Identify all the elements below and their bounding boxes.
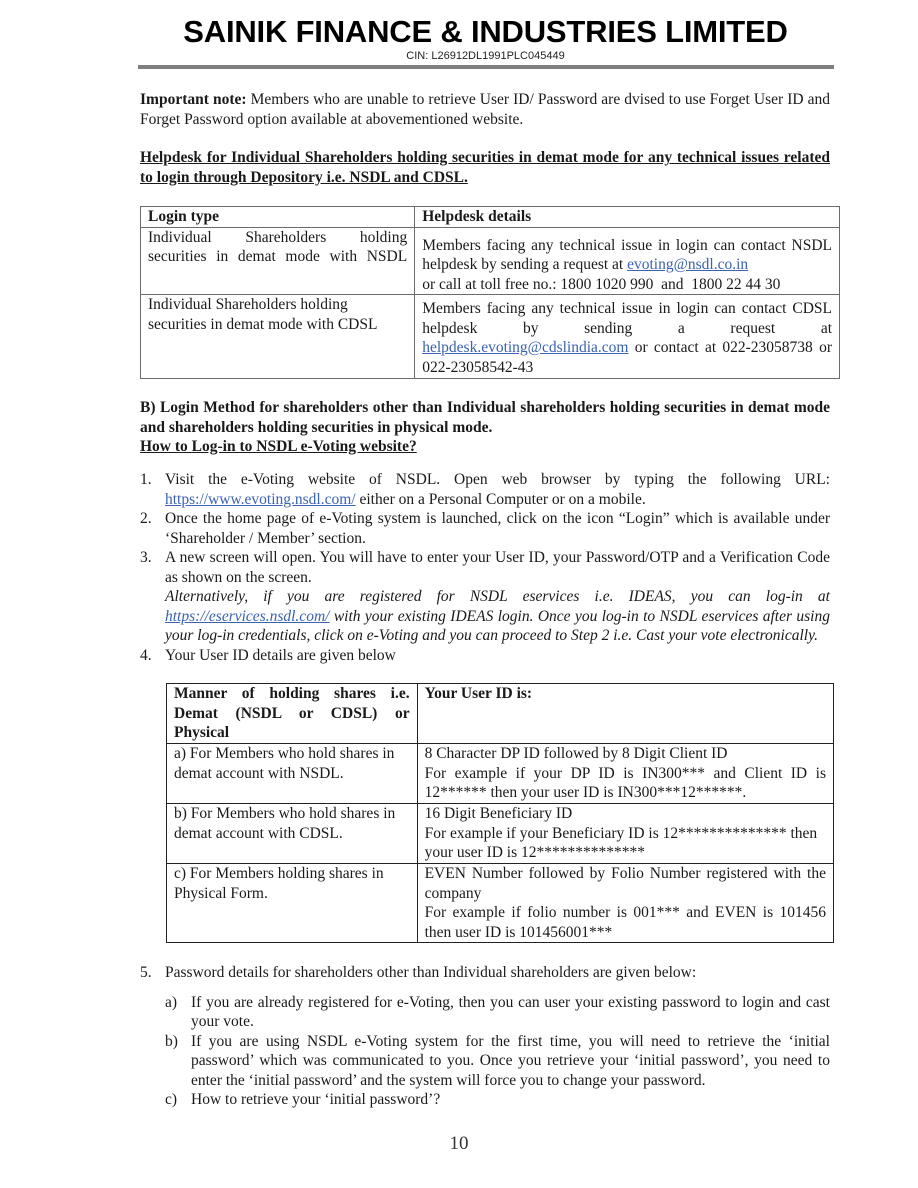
step-3-number: 3.	[140, 549, 152, 566]
helpdesk-heading: Helpdesk for Individual Shareholders holding securities in demat mode for any technical issues related to login through Depository i.e. NSDL and CDSL.	[140, 149, 830, 186]
table-row	[141, 227, 840, 295]
company-cin: CIN: L26912DL1991PLC045449	[406, 50, 565, 62]
userid-nsdl-example: For example if your DP ID is IN300*** and Client ID is 12****** then your user ID is IN300***12******.	[424, 764, 826, 801]
helpdesk-nsdl-text	[422, 236, 832, 275]
helpdesk-nsdl-phone: or call at toll free no.: 1800 1020 990 and 1800 22 44 30	[422, 275, 781, 293]
step-4-number: 4.	[140, 646, 152, 664]
important-note-label: Important note:	[140, 91, 247, 108]
table-row	[167, 804, 834, 864]
userid-cdsl-format: 16 Digit Beneficiary ID	[424, 805, 573, 822]
userid-nsdl-format: 8 Character DP ID followed by 8 Digit Client ID	[424, 745, 728, 762]
step-2-number: 2.	[140, 510, 152, 527]
header-login-type: Login type	[141, 207, 415, 228]
helpdesk-cdsl-contact	[422, 338, 832, 377]
step-2	[140, 509, 830, 548]
password-sub-list	[140, 993, 830, 1110]
password-item-c-text: How to retrieve your ‘initial password’?	[191, 1091, 441, 1108]
manner-cdsl: b) For Members who hold shares in demat account with CDSL.	[167, 804, 418, 864]
password-item-a	[165, 993, 830, 1032]
password-item-a-text: If you are already registered for e-Voting, then you can user your existing password to login and cast your vote.	[191, 993, 830, 1030]
table-row	[167, 744, 834, 804]
login-type-nsdl: Individual Shareholders holding securities in demat mode with NSDL	[141, 227, 415, 295]
step-1-text-after: either on a Personal Computer or on a mobile.	[355, 490, 646, 508]
table-row	[167, 864, 834, 943]
important-note	[140, 90, 830, 129]
header-helpdesk-details: Helpdesk details	[415, 207, 840, 228]
password-item-b-text: If you are using NSDL e-Voting system for the first time, you will need to retrieve the ‘initial password’ which was communicated to you. Once you retrieve your ‘initial password’, you need to enter the ‘initial password’ and the system will force you to change your password.	[191, 1032, 830, 1089]
table-row	[141, 295, 840, 379]
user-id-table	[166, 683, 834, 943]
user-id-table-header	[167, 684, 834, 744]
step-3-alt-text: Alternatively, if you are registered for NSDL eservices i.e. IDEAS, you can log-in at	[165, 588, 830, 605]
userid-nsdl	[417, 744, 833, 804]
helpdesk-cdsl-suffix: or contact at 022-23058738 or 022-23058542-43	[422, 339, 832, 376]
password-item-b-number: b)	[165, 1032, 178, 1050]
step-3-text: A new screen will open. You will have to enter your User ID, your Password/OTP and a Verification Code as shown on the screen.	[165, 549, 830, 586]
helpdesk-table	[140, 206, 840, 379]
login-steps-list	[140, 470, 830, 665]
password-item-c-number: c)	[165, 1091, 178, 1108]
important-note-text: Members who are unable to retrieve User ID/ Password are dvised to use Forget User ID and Forget Password option available at abovementioned website.	[140, 91, 831, 128]
evoting-url-link[interactable]: https://www.evoting.nsdl.com/	[165, 490, 356, 508]
userid-physical-format: EVEN Number followed by Folio Number registered with the company	[424, 865, 826, 902]
userid-cdsl	[417, 804, 833, 864]
section-b-heading: B) Login Method for shareholders other than Individual shareholders holding securities in demat mode and shareholders holding securities in physical mode.	[140, 399, 830, 436]
step-5-number: 5.	[140, 964, 152, 981]
helpdesk-nsdl-prefix: Members facing any technical issue in login can contact NSDL helpdesk by sending a request at	[422, 236, 832, 273]
manner-nsdl: a) For Members who hold shares in demat account with NSDL.	[167, 744, 418, 804]
step-3-alt-text-after: with your existing IDEAS login. Once you log-in to NSDL eservices after using your log-in credentials, click on e-Voting and you can proceed to Step 2 i.e. Cast your vote electronically.	[165, 607, 830, 644]
header-manner-of-holding: Manner of holding shares i.e. Demat (NSDL or CDSL) or Physical	[167, 684, 418, 744]
step-1-text: Visit the e-Voting website of NSDL. Open web browser by typing the following URL:	[165, 471, 830, 488]
step-5-text: Password details for shareholders other than Individual shareholders are given below:	[165, 964, 697, 981]
step-3	[140, 548, 830, 646]
step-2-text: Once the home page of e-Voting system is launched, click on the icon “Login” which is available under ‘Shareholder / Member’ section.	[165, 510, 830, 547]
login-type-cdsl: Individual Shareholders holding securities in demat mode with CDSL	[141, 295, 415, 379]
header-your-user-id: Your User ID is:	[417, 684, 833, 744]
step-5	[140, 963, 830, 983]
nsdl-email-link[interactable]: evoting@nsdl.co.in	[627, 256, 749, 273]
step-3-alternative	[165, 587, 830, 646]
cdsl-email-link[interactable]: helpdesk.evoting@cdslindia.com	[422, 339, 629, 356]
eservices-url-link[interactable]: https://eservices.nsdl.com/	[165, 607, 330, 625]
step-1-number: 1.	[140, 471, 152, 488]
company-name: SAINIK FINANCE & INDUSTRIES LIMITED	[183, 14, 788, 49]
helpdesk-details-cdsl	[415, 295, 840, 379]
userid-physical	[417, 864, 833, 943]
password-section	[140, 963, 830, 1110]
header-divider	[138, 65, 834, 69]
helpdesk-cdsl-prefix: Members facing any technical issue in login can contact CDSL helpdesk by sending a request at	[422, 300, 832, 337]
step-4	[140, 646, 830, 666]
helpdesk-table-header	[141, 207, 840, 228]
password-item-b	[165, 1032, 830, 1091]
step-4-text: Your User ID details are given below	[165, 646, 396, 664]
userid-physical-example: For example if folio number is 001*** and EVEN is 101456 then user ID is 101456001***	[424, 904, 826, 941]
password-item-a-number: a)	[165, 993, 178, 1011]
password-item-c	[165, 1090, 830, 1110]
section-b-subheading: How to Log-in to NSDL e-Voting website?	[140, 438, 417, 455]
userid-cdsl-example: For example if your Beneficiary ID is 12************** then your user ID is 12**************	[424, 824, 818, 861]
manner-physical: c) For Members holding shares in Physical Form.	[167, 864, 418, 943]
page-number: 10	[449, 1133, 469, 1154]
helpdesk-details-nsdl	[415, 227, 840, 295]
step-1	[140, 470, 830, 509]
